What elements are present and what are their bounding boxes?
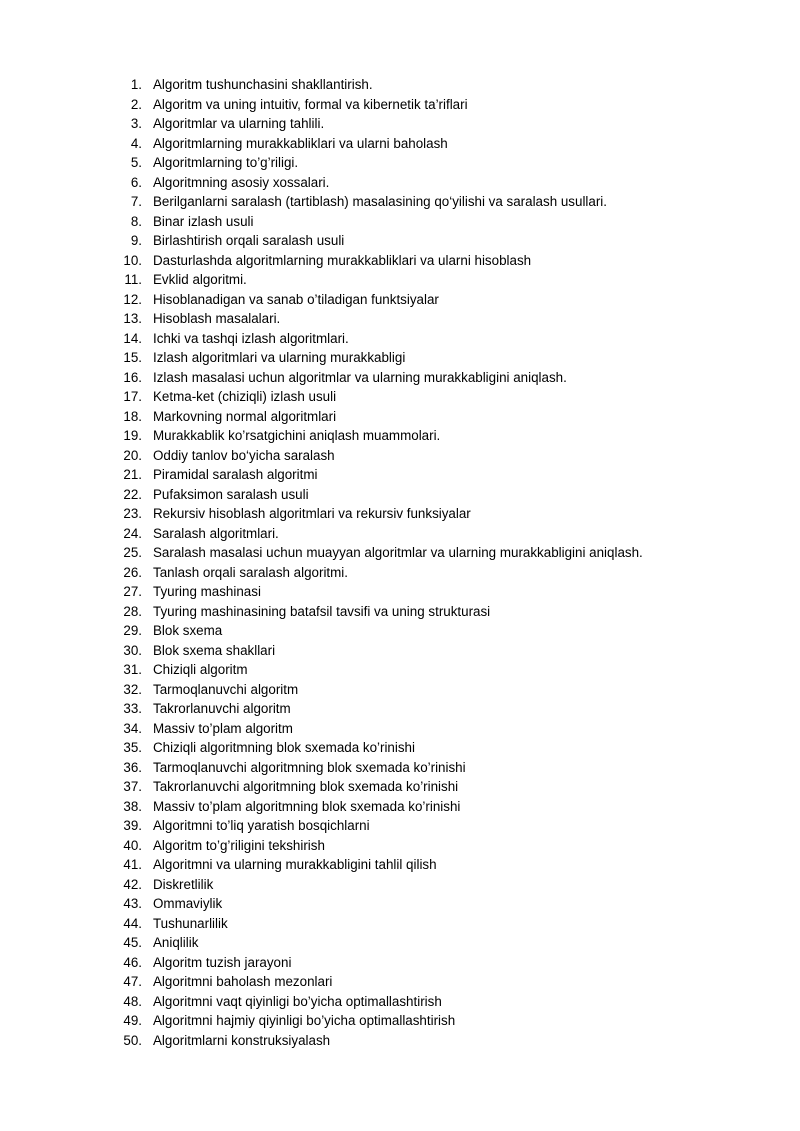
list-item-number: 22. bbox=[123, 486, 142, 502]
list-item-number: 26. bbox=[123, 564, 142, 580]
list-item-text: Blok sxema shakllari bbox=[153, 642, 276, 658]
list-item-number: 32. bbox=[123, 681, 142, 697]
list-item-text: Takrorlanuvchi algoritm bbox=[153, 701, 291, 716]
list-item bbox=[0, 758, 800, 778]
list-item bbox=[0, 426, 800, 446]
list-item-text: Ichki va tashqi izlash algoritmlari. bbox=[153, 330, 349, 346]
list-item-number: 7. bbox=[130, 194, 142, 209]
list-item bbox=[0, 329, 800, 349]
list-item bbox=[0, 1011, 800, 1031]
list-item bbox=[0, 309, 800, 329]
list-item-text: Tarmoqlanuvchi algoritm bbox=[153, 681, 299, 697]
list-item bbox=[0, 797, 800, 817]
list-item-text: Algoritmni hajmiy qiyinligi bo’yicha optimallashtirish bbox=[153, 1013, 456, 1028]
list-item-number: 29. bbox=[123, 623, 142, 638]
list-item-text: Chiziqli algoritm bbox=[153, 662, 248, 677]
list-item-number: 49. bbox=[123, 1013, 142, 1028]
list-item-text: Piramidal saralash algoritmi bbox=[153, 467, 318, 482]
list-item-text: Algoritmni to’liq yaratish bosqichlarni bbox=[153, 818, 370, 833]
list-item-text: Izlash masalasi uchun algoritmlar va ularning murakkabligini aniqlash. bbox=[153, 369, 567, 385]
list-item-number: 44. bbox=[123, 915, 142, 931]
list-item-text: Tushunarlilik bbox=[153, 915, 228, 931]
list-item bbox=[0, 660, 800, 680]
list-item-number: 41. bbox=[123, 857, 142, 872]
list-item-text: Evklid algoritmi. bbox=[153, 272, 247, 287]
list-item-number: 31. bbox=[123, 662, 142, 677]
list-item bbox=[0, 75, 800, 95]
list-item-number: 8. bbox=[130, 213, 142, 229]
list-item-number: 10. bbox=[123, 252, 142, 268]
list-item bbox=[0, 212, 800, 232]
list-item-text: Ketma-ket (chiziqli) izlash usuli bbox=[153, 389, 337, 404]
topic-list bbox=[0, 75, 800, 1050]
list-item-text: Hisoblanadigan va sanab o’tiladigan funktsiyalar bbox=[153, 291, 439, 307]
list-item-number: 20. bbox=[123, 447, 142, 463]
list-item bbox=[0, 153, 800, 173]
list-item-number: 19. bbox=[123, 428, 142, 443]
list-item-number: 3. bbox=[130, 116, 142, 131]
list-item-text: Izlash algoritmlari va ularning murakkabligi bbox=[153, 350, 406, 365]
list-item-number: 6. bbox=[130, 174, 142, 190]
list-item-text: Aniqlilik bbox=[153, 935, 199, 950]
list-item-text: Algoritmlarni konstruksiyalash bbox=[153, 1032, 331, 1048]
list-item bbox=[0, 621, 800, 641]
list-item-number: 48. bbox=[123, 993, 142, 1009]
list-item-text: Algoritm va uning intuitiv, formal va kibernetik ta’riflari bbox=[153, 96, 468, 112]
list-item bbox=[0, 192, 800, 212]
list-item bbox=[0, 270, 800, 290]
list-item-number: 9. bbox=[130, 233, 142, 248]
list-item bbox=[0, 992, 800, 1012]
list-item bbox=[0, 524, 800, 544]
list-item-number: 12. bbox=[123, 291, 142, 307]
list-item bbox=[0, 953, 800, 973]
list-item-number: 13. bbox=[123, 311, 142, 326]
list-item bbox=[0, 972, 800, 992]
list-item-text: Rekursiv hisoblash algoritmlari va rekursiv funksiyalar bbox=[153, 506, 471, 521]
list-item-number: 36. bbox=[123, 759, 142, 775]
list-item bbox=[0, 173, 800, 193]
list-item bbox=[0, 582, 800, 602]
list-item-text: Ommaviylik bbox=[153, 896, 223, 911]
list-item-text: Oddiy tanlov bo‘yicha saralash bbox=[153, 447, 335, 463]
list-item bbox=[0, 738, 800, 758]
list-item-text: Algoritm to’g’riligini tekshirish bbox=[153, 837, 325, 853]
list-item bbox=[0, 816, 800, 836]
list-item-number: 30. bbox=[123, 642, 142, 658]
list-item bbox=[0, 348, 800, 368]
list-item-text: Algoritmni vaqt qiyinligi bo’yicha optimallashtirish bbox=[153, 993, 442, 1009]
list-item-text: Algoritmlarning to’g’riligi. bbox=[153, 155, 299, 170]
list-item-text: Massiv to’plam algoritmning blok sxemada ko’rinishi bbox=[153, 798, 461, 814]
list-item bbox=[0, 933, 800, 953]
list-item bbox=[0, 641, 800, 661]
list-item-text: Saralash algoritmlari. bbox=[153, 525, 279, 541]
list-item-text: Pufaksimon saralash usuli bbox=[153, 486, 309, 502]
list-item-text: Blok sxema bbox=[153, 623, 223, 638]
list-item bbox=[0, 680, 800, 700]
list-item-number: 21. bbox=[123, 467, 142, 482]
list-item bbox=[0, 465, 800, 485]
list-item-number: 37. bbox=[123, 779, 142, 794]
list-item-number: 11. bbox=[124, 272, 142, 287]
list-item-text: Algoritmni baholash mezonlari bbox=[153, 974, 333, 989]
list-item-text: Algoritm tuzish jarayoni bbox=[153, 954, 292, 970]
list-item bbox=[0, 446, 800, 466]
list-item-text: Tyuring mashinasi bbox=[153, 584, 261, 599]
list-item bbox=[0, 134, 800, 154]
list-item bbox=[0, 777, 800, 797]
list-item bbox=[0, 602, 800, 622]
list-item bbox=[0, 543, 800, 563]
list-item-number: 35. bbox=[123, 740, 142, 755]
list-item-number: 23. bbox=[123, 506, 142, 521]
list-item bbox=[0, 836, 800, 856]
list-item-text: Tyuring mashinasining batafsil tavsifi va uning strukturasi bbox=[153, 603, 491, 619]
list-item-number: 45. bbox=[123, 935, 142, 950]
list-item bbox=[0, 719, 800, 739]
list-item-text: Dasturlashda algoritmlarning murakkabliklari va ularni hisoblash bbox=[153, 252, 532, 268]
list-item bbox=[0, 563, 800, 583]
list-item-text: Algoritmning asosiy xossalari. bbox=[153, 174, 330, 190]
list-item bbox=[0, 95, 800, 115]
list-item-number: 42. bbox=[123, 876, 142, 892]
list-item-text: Saralash masalasi uchun muayyan algoritmlar va ularning murakkabligini aniqlash. bbox=[153, 545, 643, 560]
list-item-text: Algoritmni va ularning murakkabligini tahlil qilish bbox=[153, 857, 437, 872]
list-item-text: Binar izlash usuli bbox=[153, 213, 254, 229]
list-item bbox=[0, 485, 800, 505]
list-item-text: Tanlash orqali saralash algoritmi. bbox=[153, 564, 349, 580]
list-item-number: 5. bbox=[130, 155, 142, 170]
list-item bbox=[0, 504, 800, 524]
list-item bbox=[0, 914, 800, 934]
list-item-text: Algoritmlar va ularning tahlili. bbox=[153, 116, 325, 131]
list-item-number: 4. bbox=[130, 135, 142, 151]
list-item-number: 43. bbox=[123, 896, 142, 911]
list-item bbox=[0, 231, 800, 251]
list-item bbox=[0, 894, 800, 914]
list-item-text: Tarmoqlanuvchi algoritmning blok sxemada ko’rinishi bbox=[153, 759, 466, 775]
list-item bbox=[0, 251, 800, 271]
list-item-number: 33. bbox=[123, 701, 142, 716]
list-item-number: 40. bbox=[123, 837, 142, 853]
list-item-text: Algoritm tushunchasini shakllantirish. bbox=[153, 77, 373, 92]
list-item-text: Hisoblash masalalari. bbox=[153, 311, 281, 326]
list-item-number: 27. bbox=[123, 584, 142, 599]
list-item-number: 24. bbox=[123, 525, 142, 541]
list-item-text: Berilganlarni saralash (tartiblash) masalasining qo‘yilishi va saralash usullari. bbox=[153, 194, 608, 209]
list-item-number: 46. bbox=[123, 954, 142, 970]
list-item-text: Takrorlanuvchi algoritmning blok sxemada ko’rinishi bbox=[153, 779, 459, 794]
list-item-number: 15. bbox=[123, 350, 142, 365]
list-item-number: 34. bbox=[123, 720, 142, 736]
list-item-number: 38. bbox=[123, 798, 142, 814]
list-item-number: 50. bbox=[123, 1032, 142, 1048]
list-item-text: Diskretlilik bbox=[153, 876, 214, 892]
list-item-number: 28. bbox=[123, 603, 142, 619]
list-item-number: 18. bbox=[123, 408, 142, 424]
list-item bbox=[0, 114, 800, 134]
list-item bbox=[0, 290, 800, 310]
list-item-number: 14. bbox=[123, 330, 142, 346]
list-item bbox=[0, 368, 800, 388]
list-item-text: Massiv to’plam algoritm bbox=[153, 720, 293, 736]
list-item bbox=[0, 1031, 800, 1051]
list-item-text: Murakkablik ko’rsatgichini aniqlash muammolari. bbox=[153, 428, 441, 443]
list-item-number: 16. bbox=[123, 369, 142, 385]
list-item-text: Chiziqli algoritmning blok sxemada ko’rinishi bbox=[153, 740, 415, 755]
list-item bbox=[0, 699, 800, 719]
list-item bbox=[0, 875, 800, 895]
list-item-number: 1. bbox=[130, 77, 142, 92]
list-item-number: 17. bbox=[123, 389, 142, 404]
list-item bbox=[0, 855, 800, 875]
list-item-text: Birlashtirish orqali saralash usuli bbox=[153, 233, 345, 248]
list-item-text: Markovning normal algoritmlari bbox=[153, 408, 337, 424]
list-item-number: 39. bbox=[123, 818, 142, 833]
list-item-number: 2. bbox=[130, 96, 142, 112]
list-item bbox=[0, 387, 800, 407]
list-item-number: 25. bbox=[123, 545, 142, 560]
list-item-number: 47. bbox=[123, 974, 142, 989]
list-item bbox=[0, 407, 800, 427]
list-item-text: Algoritmlarning murakkabliklari va ularni baholash bbox=[153, 135, 448, 151]
